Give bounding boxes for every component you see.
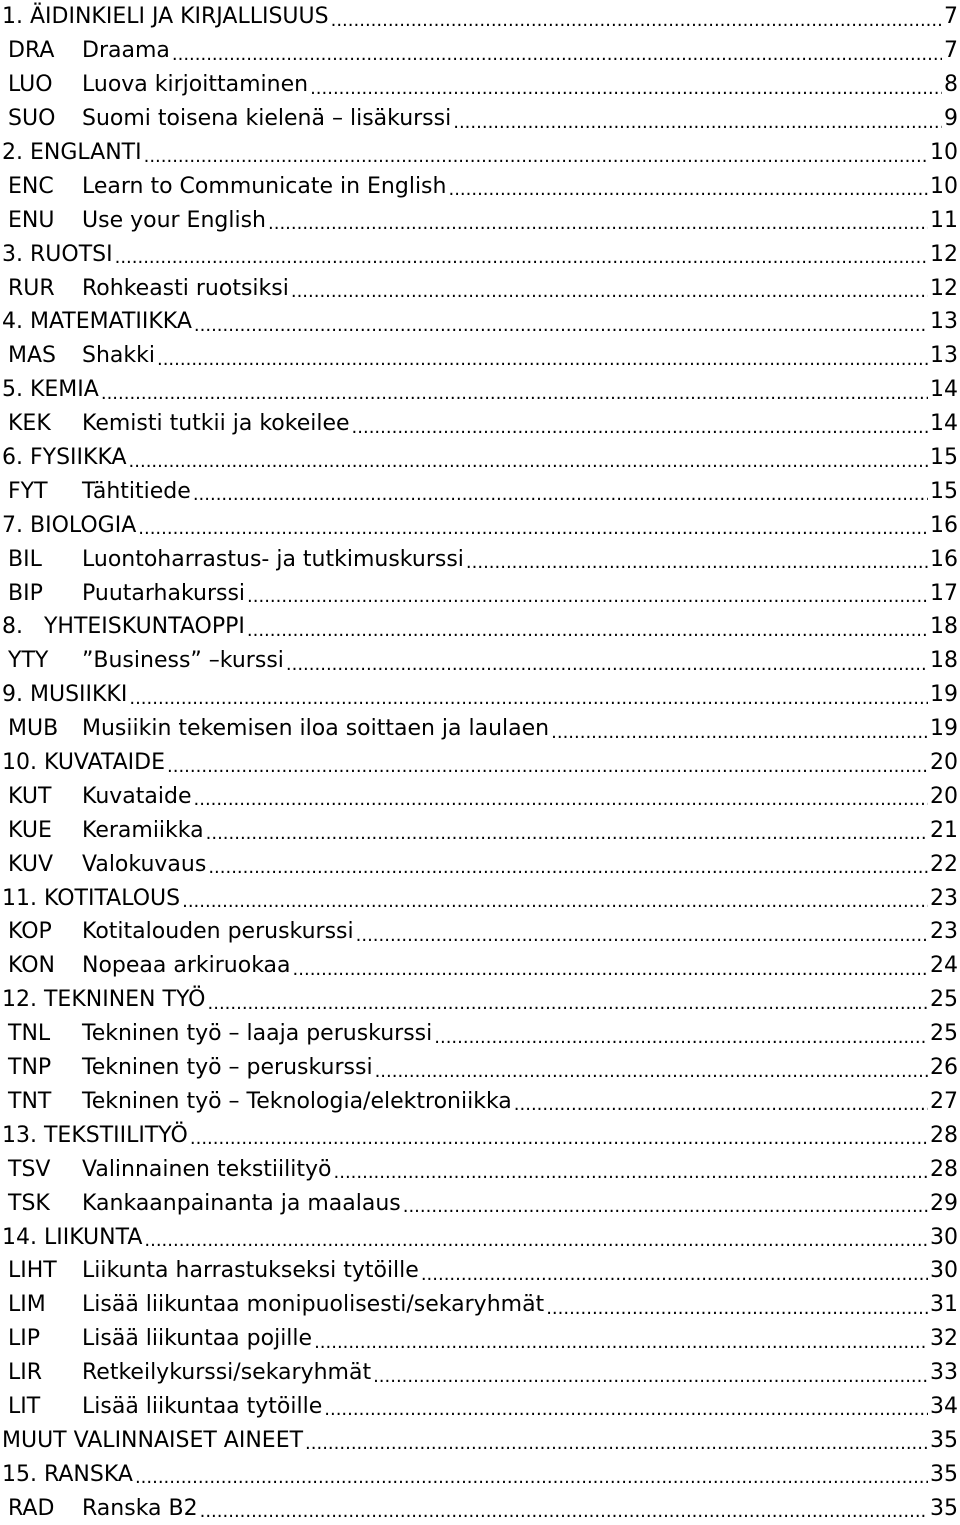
entry-title: 7. BIOLOGIA [2,512,137,538]
page-number: 10 [930,173,958,199]
entry-title: Retkeilykurssi/sekaryhmät [82,1360,372,1386]
course-code: DRA [8,38,55,64]
entry-title: 11. KOTITALOUS [2,885,181,911]
course-code: LIHT [8,1258,57,1284]
entry-title: 14. LIIKUNTA [2,1224,143,1250]
page-number: 34 [930,1393,958,1419]
toc-entry-course[interactable] [0,847,960,881]
entry-title: Liikunta harrastukseksi tytöille [82,1258,419,1284]
entry-title: Valokuvaus [82,851,207,877]
dot-leader [375,1057,928,1079]
toc-entry-course[interactable] [0,1017,960,1051]
dot-leader [546,1294,928,1316]
page-number: 33 [930,1360,958,1386]
entry-title: 12. TEKNINEN TYÖ [2,987,206,1013]
toc-entry-subject[interactable] [0,610,960,644]
entry-title: 6. FYSIIKKA [2,445,127,471]
toc-entry-subject[interactable] [0,746,960,780]
entry-title: Valinnainen tekstiilityö [82,1156,332,1182]
toc-entry-course[interactable] [0,1186,960,1220]
course-code: TSK [8,1190,50,1216]
dot-leader [144,1226,928,1248]
entry-title: Nopeaa arkiruokaa [82,953,291,979]
entry-title: Kuvataide [82,783,192,809]
entry-title: 13. TEKSTIILITYÖ [2,1122,188,1148]
page-number: 7 [944,38,958,64]
toc-entry-subject[interactable] [0,0,960,34]
page-number: 18 [930,614,958,640]
dot-leader [115,243,928,265]
course-code: KUV [8,851,53,877]
entry-title: Musiikin tekemisen iloa soittaen ja laulaen [82,716,550,742]
toc-entry-subject[interactable] [0,1457,960,1491]
course-code: MUB [8,716,59,742]
page-number: 12 [930,241,958,267]
dot-leader [129,447,928,469]
toc-entry-subject[interactable] [0,508,960,542]
course-code: LIT [8,1393,41,1419]
page-number: 18 [930,648,958,674]
toc-entry-course[interactable] [0,339,960,373]
toc-entry-course[interactable] [0,68,960,102]
page-number: 22 [930,851,958,877]
toc-entry-course[interactable] [0,1051,960,1085]
course-code: LIM [8,1292,46,1318]
toc-entry-course[interactable] [0,407,960,441]
dot-leader [135,1463,928,1485]
page-number: 16 [930,546,958,572]
toc-entry-course[interactable] [0,474,960,508]
toc-entry-course[interactable] [0,1322,960,1356]
entry-title: 8. YHTEISKUNTAOPPI [2,614,245,640]
page-number: 28 [930,1156,958,1182]
page-number: 23 [930,885,958,911]
page-number: 35 [930,1495,958,1521]
course-code: RUR [8,275,55,301]
dot-leader [138,514,928,536]
entry-title: 15. RANSKA [2,1461,133,1487]
toc-entry-subject[interactable] [0,983,960,1017]
dot-leader [356,921,928,943]
toc-entry-subject[interactable] [0,881,960,915]
dot-leader [101,379,928,401]
entry-title: ”Business” –kurssi [82,648,284,674]
entry-title: Draama [82,38,170,64]
page-number: 30 [930,1258,958,1284]
dot-leader [352,413,928,435]
course-code: KEK [8,411,51,437]
page-number: 8 [944,72,958,98]
dot-leader [190,1124,928,1146]
toc-entry-subject[interactable] [0,136,960,170]
entry-title: Lisää liikuntaa monipuolisesti/sekaryhmät [82,1292,545,1318]
dot-leader [268,209,928,231]
dot-leader [247,616,928,638]
dot-leader [286,650,928,672]
entry-title: 5. KEMIA [2,377,99,403]
page-number: 23 [930,919,958,945]
course-code: LIR [8,1360,43,1386]
page-number: 19 [930,716,958,742]
course-code: BIL [8,546,42,572]
dot-leader [305,1429,928,1451]
page-number: 15 [930,478,958,504]
page-number: 14 [930,411,958,437]
toc-entry-course[interactable] [0,1356,960,1390]
course-code: KON [8,953,55,979]
page-number: 27 [930,1088,958,1114]
entry-title: Lisää liikuntaa tytöille [82,1393,323,1419]
course-code: KOP [8,919,52,945]
course-code: MAS [8,343,56,369]
dot-leader [291,277,928,299]
entry-title: Shakki [82,343,155,369]
dot-leader [144,142,928,164]
entry-title: Tekninen työ – laaja peruskurssi [82,1021,433,1047]
toc-entry-subject[interactable] [0,678,960,712]
dot-leader [334,1158,929,1180]
dot-leader [206,819,928,841]
entry-title: 4. MATEMATIIKKA [2,309,192,335]
toc-entry-course[interactable] [0,779,960,813]
page-number: 14 [930,377,958,403]
dot-leader [247,582,928,604]
entry-title: Learn to Communicate in English [82,173,447,199]
page-number: 31 [930,1292,958,1318]
toc-entry-subject[interactable] [0,373,960,407]
course-code: KUT [8,783,52,809]
page-number: 35 [930,1461,958,1487]
page-number: 13 [930,309,958,335]
toc-entry-course[interactable] [0,102,960,136]
toc-entry-course[interactable] [0,1152,960,1186]
toc-entry-course[interactable] [0,542,960,576]
page-number: 13 [930,343,958,369]
dot-leader [194,785,929,807]
entry-title: Use your English [82,207,266,233]
page-number: 25 [930,987,958,1013]
toc-entry-course[interactable] [0,712,960,746]
page-number: 29 [930,1190,958,1216]
page-number: 7 [944,4,958,30]
course-code: ENU [8,207,55,233]
entry-title: Ranska B2 [82,1495,198,1521]
dot-leader [167,752,928,774]
page-number: 10 [930,140,958,165]
dot-leader [331,6,942,28]
dot-leader [129,684,928,706]
page-number: 12 [930,275,958,301]
page-number: 17 [930,580,958,606]
toc-entry-subject[interactable] [0,441,960,475]
dot-leader [373,1362,928,1384]
entry-title: Suomi toisena kielenä – lisäkurssi [82,106,452,132]
toc-entry-course[interactable] [0,644,960,678]
page-number: 26 [930,1055,958,1081]
dot-leader [551,718,928,740]
dot-leader [193,480,928,502]
dot-leader [453,108,942,130]
entry-title: MUUT VALINNAISET AINEET [2,1427,304,1453]
page-number: 15 [930,445,958,471]
dot-leader [421,1260,928,1282]
toc-entry-course[interactable] [0,34,960,68]
page-number: 21 [930,817,958,843]
toc-entry-course[interactable] [0,915,960,949]
dot-leader [403,1192,928,1214]
entry-title: Rohkeasti ruotsiksi [82,275,289,301]
page-number: 32 [930,1326,958,1352]
dot-leader [314,1328,928,1350]
page-number: 24 [930,953,958,979]
page-number: 19 [930,682,958,708]
dot-leader [324,1395,928,1417]
page-number: 16 [930,512,958,538]
course-code: BIP [8,580,43,606]
toc-entry-course[interactable] [0,169,960,203]
course-code: TNL [8,1021,51,1047]
course-code: LUO [8,72,53,98]
dot-leader [293,955,928,977]
dot-leader [194,311,928,333]
toc-entry-subject[interactable] [0,305,960,339]
toc-entry-course[interactable] [0,1254,960,1288]
toc-entry-subject[interactable] [0,1220,960,1254]
dot-leader [182,887,928,909]
dot-leader [208,989,929,1011]
entry-title: Tähtitiede [82,478,191,504]
page-number: 9 [944,106,958,132]
page-number: 20 [930,783,958,809]
entry-title: Kankaanpainanta ja maalaus [82,1190,401,1216]
dot-leader [514,1090,928,1112]
course-code: RAD [8,1495,55,1521]
course-code: YTY [8,648,49,674]
entry-title: Tekninen työ – peruskurssi [82,1055,373,1081]
page-number: 25 [930,1021,958,1047]
entry-title: Tekninen työ – Teknologia/elektroniikka [82,1088,512,1114]
toc-entry-course[interactable] [0,1085,960,1119]
toc-entry-course[interactable] [0,1288,960,1322]
toc-entry-course[interactable] [0,271,960,305]
entry-title: Keramiikka [82,817,204,843]
toc-entry-course[interactable] [0,813,960,847]
entry-title: Luontoharrastus- ja tutkimuskurssi [82,546,464,572]
toc-entry-course[interactable] [0,1491,960,1525]
dot-leader [208,853,928,875]
toc-entry-course[interactable] [0,576,960,610]
toc-entry-course[interactable] [0,949,960,983]
course-code: SUO [8,106,56,132]
page-number: 20 [930,750,958,776]
toc-entry-subject[interactable] [0,1423,960,1457]
page-number: 28 [930,1122,958,1148]
entry-title: 3. RUOTSI [2,241,113,267]
course-code: KUE [8,817,52,843]
dot-leader [157,345,928,367]
course-code: TSV [8,1156,51,1182]
entry-title: Luova kirjoittaminen [82,72,309,98]
toc-entry-subject[interactable] [0,1118,960,1152]
page-number: 30 [930,1224,958,1250]
course-code: TNP [8,1055,52,1081]
page-number: 35 [930,1427,958,1453]
entry-title: 1. ÄIDINKIELI JA KIRJALLISUUS [2,4,329,30]
entry-title: Lisää liikuntaa pojille [82,1326,313,1352]
course-code: TNT [8,1088,52,1114]
entry-title: 10. KUVATAIDE [2,750,166,776]
entry-title: 2. ENGLANTI [2,140,142,165]
course-code: ENC [8,173,54,199]
entry-title: 9. MUSIIKKI [2,682,128,708]
dot-leader [466,548,928,570]
toc-entry-course[interactable] [0,1390,960,1424]
toc-entry-course[interactable] [0,203,960,237]
toc-entry-subject[interactable] [0,237,960,271]
dot-leader [310,74,942,96]
course-code: FYT [8,478,48,504]
dot-leader [434,1023,928,1045]
dot-leader [448,175,928,197]
page-number: 11 [930,207,958,233]
course-code: LIP [8,1326,41,1352]
entry-title: Kemisti tutkii ja kokeilee [82,411,350,437]
entry-title: Puutarhakurssi [82,580,246,606]
entry-title: Kotitalouden peruskurssi [82,919,354,945]
dot-leader [172,40,942,62]
